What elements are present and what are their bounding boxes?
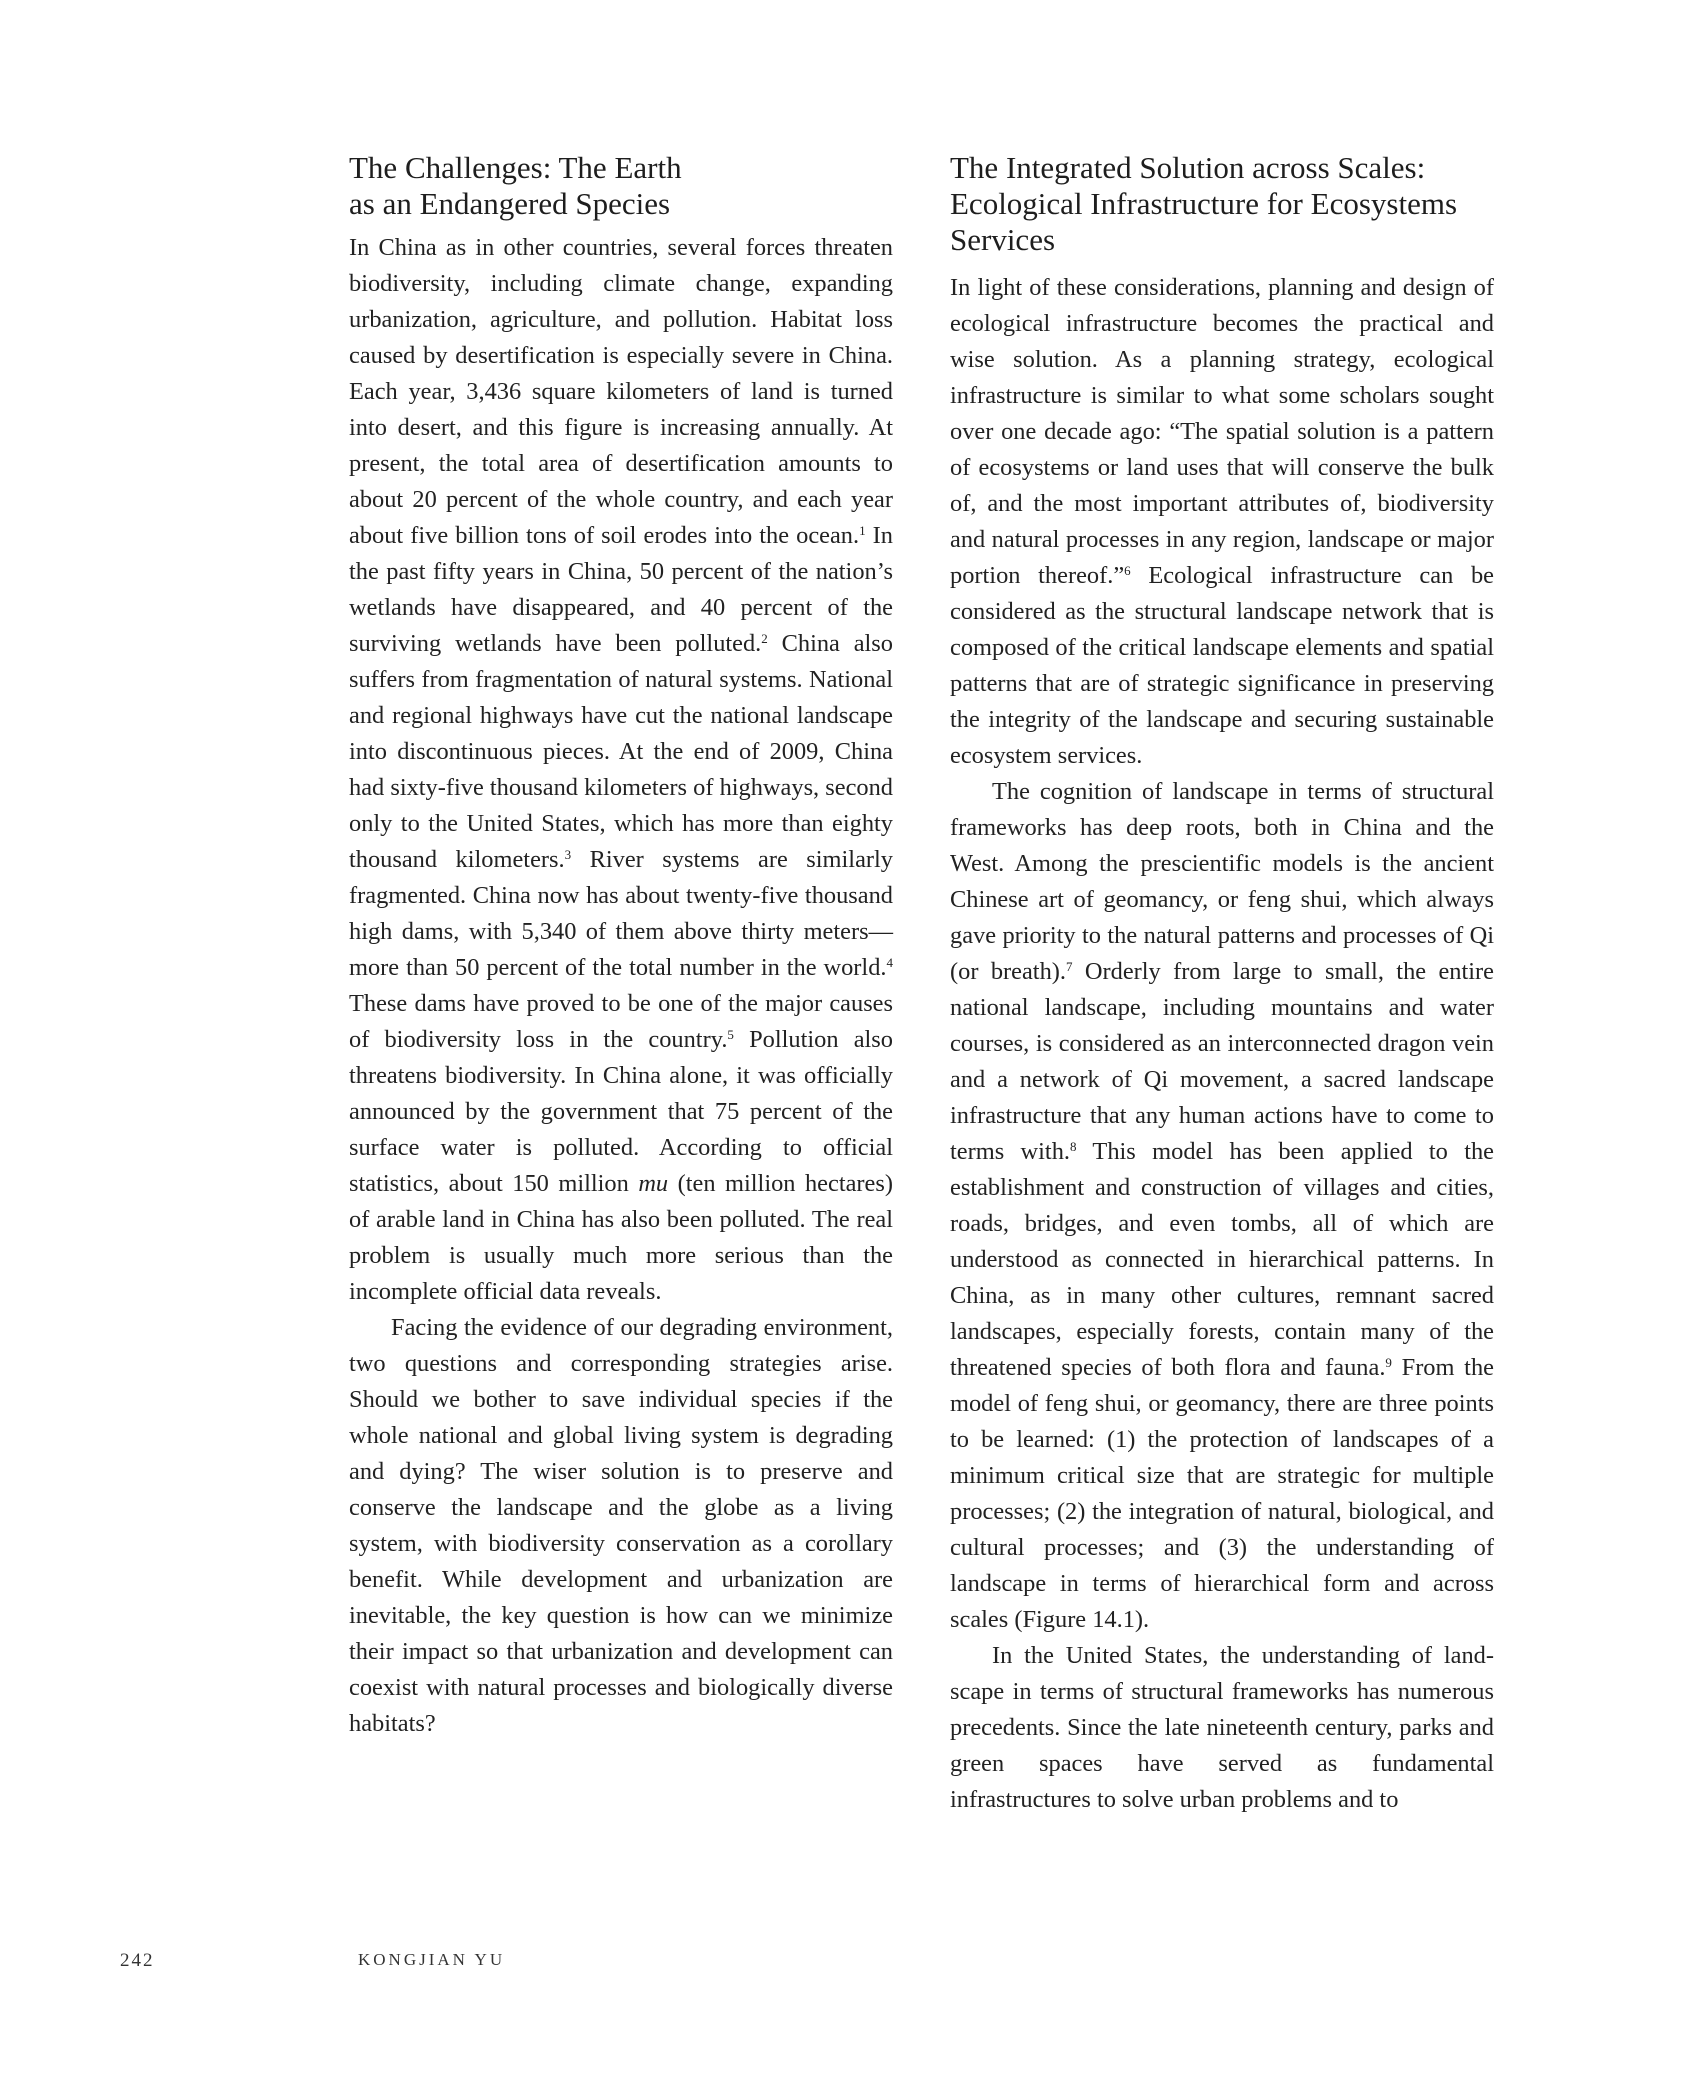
left-column	[349, 150, 893, 1742]
body-paragraph	[950, 774, 1494, 1638]
paragraph-text: These dams have proved to be one of the major causes of biodiversity loss in the country.	[349, 990, 893, 1053]
paragraph-text: China also suffers from fragmentation of natural systems. National and regional highways have cut the national landscape into discontinuous pieces. At the end of 2009, China had sixty-five thousand kilometers of highways, second only to the United States, which has more than eighty thousand kilometers.	[349, 630, 893, 873]
footnote-ref: 6	[1124, 563, 1131, 578]
footnote-ref: 7	[1066, 959, 1073, 974]
heading-line: The Integrated Solution across Scales:	[950, 150, 1426, 185]
footnote-ref: 1	[859, 523, 866, 538]
running-head: KONGJIAN YU	[358, 1950, 506, 1969]
paragraph-text: This model has been applied to the establishment and construction of villages and cities, roads, bridges, and even tombs, all of which are understood as connected in hierarchical patterns. In China, as in many other cultures, remnant sacred landscapes, especially forests, contain many of the threatened species of both flora and fauna.	[950, 1138, 1495, 1381]
paragraph-text: Ecological infrastructure can be considered as the structural landscape network that is composed of the critical landscape elements and spatial patterns that are of strategic significance in preserving the integrity of the landscape and securing sustainable ecosystem services.	[950, 562, 1494, 769]
paragraph-text: Orderly from large to small, the entire national landscape, including mountains and water courses, is considered as an interconnected dragon vein and a network of Qi movement, a sacred landscape infrastructure that any human actions have to come to terms with.	[950, 958, 1495, 1165]
footnote-ref: 3	[564, 847, 572, 862]
heading-line: as an Endangered Species	[349, 186, 671, 221]
paragraph-text: The cognition of landscape in terms of structural frameworks has deep roots, both in China and the West. Among the prescientific models is the ancient Chinese art of geomancy, or feng shui, which always gave priority to the natural patterns and processes of Qi (or breath).	[950, 778, 1494, 985]
heading-line: Services	[950, 222, 1056, 257]
section-heading-integrated-solution	[950, 150, 1494, 258]
footnote-ref: 4	[886, 955, 893, 970]
body-paragraph	[349, 230, 893, 1310]
footnote-ref: 2	[761, 631, 768, 646]
body-paragraph: Facing the evidence of our degrading environment, two questions and corresponding strategies arise. Should we bother to save individual species if the whole national and global living system is degrading and dying? The wiser solution is to preserve and conserve the landscape and the globe as a living system, with biodiversity conservation as a corollary benefit. While development and urbanization are inevitable, the key question is how can we minimize their impact so that urbanization and development can coexist with natural processes and biologically diverse habitats?	[349, 1314, 893, 1737]
paragraph-text: In light of these considerations, planning and design of ecological infrastructure becomes the practical and wise solution. As a planning strategy, ecological infrastructure is similar to what some scholars sought over one decade ago: “The spatial solution is a pattern of ecosystems or land uses that will conserve the bulk of, and the most important attributes of, biodiversity and natural processes in any region, landscape or major portion thereof.”	[950, 274, 1494, 589]
paragraph-text: In the past fifty years in China, 50 percent of the nation’s wetlands have disappeared, and 40 percent of the surviving wetlands have been polluted.	[349, 522, 893, 657]
paragraph-text: (ten million hectares) of arable land in China has also been polluted. The real problem is usually much more serious than the incomplete official data reveals.	[349, 1170, 893, 1305]
right-column	[950, 150, 1494, 1818]
paragraph-text: In China as in other countries, several forces threaten biodiversity, including climate change, expanding urbanization, agriculture, and pollution. Habitat loss caused by desertification is especially severe in China. Each year, 3,436 square kilometers of land is turned into desert, and this figure is increasing annually. At present, the total area of desertification amounts to about 20 percent of the whole country, and each year about five billion tons of soil erodes into the ocean.	[349, 234, 893, 549]
paragraph-text: From the model of feng shui, or geomancy, there are three points to be learned: (1) the protection of landscapes of a minimum critical size that are strategic for multiple processes; (2) the integration of natural, biological, and cultural processes; and (3) the understanding of landscape in terms of hierarchical form and across scales (Figure 14.1).	[950, 1354, 1494, 1633]
body-paragraph	[950, 270, 1494, 774]
paragraph-text: Pollution also threatens biodiversity. In China alone, it was officially announced by the government that 75 percent of the surface water is polluted. According to official statistics, about 150 million	[349, 1026, 893, 1197]
paragraph-text: River systems are similarly fragmented. China now has about twenty-five thousand high dams, with 5,340 of them above thirty meters—more than 50 percent of the total number in the world.	[349, 846, 893, 981]
footnote-ref: 5	[727, 1027, 734, 1042]
heading-line: The Challenges: The Earth	[349, 150, 682, 185]
section-heading-challenges	[349, 150, 893, 222]
footnote-ref: 8	[1070, 1139, 1077, 1154]
italic-term: mu	[638, 1170, 669, 1197]
page-number: 242	[120, 1950, 155, 1971]
body-paragraph: In the United States, the understanding of landscape in terms of structural frameworks has numerous precedents. Since the late nineteenth century, parks and green spaces have served as fundamental infrastructures to solve urban problems and to	[950, 1642, 1494, 1813]
footnote-ref: 9	[1385, 1355, 1392, 1370]
heading-line: Ecological Infrastructure for Ecosystems	[950, 186, 1458, 221]
